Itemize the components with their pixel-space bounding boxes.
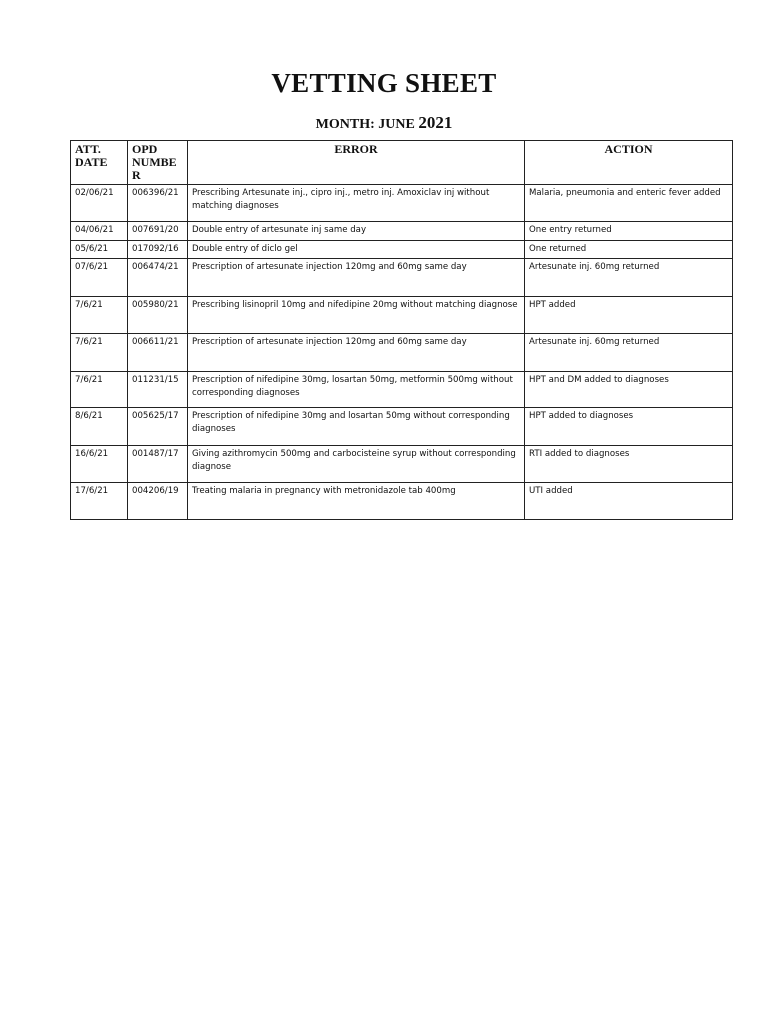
cell-date: 07/6/21	[71, 259, 128, 297]
header-att-date-line1: ATT.	[75, 142, 101, 156]
cell-action: Artesunate inj. 60mg returned	[525, 334, 733, 372]
cell-error: Prescription of nifedipine 30mg, losartan 50mg, metformin 500mg without corresponding diagnoses	[188, 372, 525, 408]
header-opd-number	[128, 141, 188, 185]
cell-date: 05/6/21	[71, 241, 128, 259]
header-opd-line1: OPD	[132, 142, 158, 156]
month-label: MONTH: JUNE	[315, 117, 415, 132]
cell-opd: 006474/21	[128, 259, 188, 297]
cell-opd: 011231/15	[128, 372, 188, 408]
header-row	[71, 141, 733, 185]
cell-error: Double entry of diclo gel	[188, 241, 525, 259]
cell-action: UTI added	[525, 483, 733, 520]
cell-action: HPT added	[525, 297, 733, 334]
page-title: VETTING SHEET	[271, 68, 497, 98]
cell-date: 7/6/21	[71, 334, 128, 372]
cell-error: Giving azithromycin 500mg and carbocisteine syrup without corresponding diagnose	[188, 446, 525, 483]
header-att-date-line2: DATE	[75, 155, 108, 169]
cell-date: 02/06/21	[71, 185, 128, 222]
header-att-date	[71, 141, 128, 185]
table-row	[71, 241, 733, 259]
cell-date: 7/6/21	[71, 297, 128, 334]
month-year: 2021	[418, 113, 453, 132]
header-action: ACTION	[525, 141, 733, 185]
vetting-table	[70, 140, 733, 520]
cell-date: 17/6/21	[71, 483, 128, 520]
cell-action: Malaria, pneumonia and enteric fever added	[525, 185, 733, 222]
cell-date: 16/6/21	[71, 446, 128, 483]
table-row	[71, 372, 733, 408]
cell-opd: 007691/20	[128, 222, 188, 241]
cell-error: Prescription of nifedipine 30mg and losartan 50mg without corresponding diagnoses	[188, 408, 525, 446]
header-error: ERROR	[188, 141, 525, 185]
cell-opd: 017092/16	[128, 241, 188, 259]
table-row	[71, 222, 733, 241]
cell-error: Prescription of artesunate injection 120mg and 60mg same day	[188, 334, 525, 372]
table-row	[71, 259, 733, 297]
cell-error: Prescription of artesunate injection 120mg and 60mg same day	[188, 259, 525, 297]
cell-opd: 006611/21	[128, 334, 188, 372]
cell-action: One entry returned	[525, 222, 733, 241]
table-row	[71, 297, 733, 334]
cell-opd: 006396/21	[128, 185, 188, 222]
cell-action: Artesunate inj. 60mg returned	[525, 259, 733, 297]
cell-date: 7/6/21	[71, 372, 128, 408]
header-opd-line3: R	[132, 168, 141, 182]
cell-opd: 001487/17	[128, 446, 188, 483]
table-row	[71, 446, 733, 483]
table-row	[71, 408, 733, 446]
table-row	[71, 483, 733, 520]
cell-action: HPT added to diagnoses	[525, 408, 733, 446]
cell-opd: 005625/17	[128, 408, 188, 446]
cell-error: Prescribing lisinopril 10mg and nifedipine 20mg without matching diagnose	[188, 297, 525, 334]
cell-opd: 004206/19	[128, 483, 188, 520]
cell-date: 8/6/21	[71, 408, 128, 446]
cell-date: 04/06/21	[71, 222, 128, 241]
cell-error: Prescribing Artesunate inj., cipro inj., metro inj. Amoxiclav inj without matching diagnoses	[188, 185, 525, 222]
cell-error: Treating malaria in pregnancy with metronidazole tab 400mg	[188, 483, 525, 520]
cell-opd: 005980/21	[128, 297, 188, 334]
cell-error: Double entry of artesunate inj same day	[188, 222, 525, 241]
cell-action: HPT and DM added to diagnoses	[525, 372, 733, 408]
table-row	[71, 185, 733, 222]
cell-action: RTI added to diagnoses	[525, 446, 733, 483]
header-opd-line2: NUMBE	[132, 155, 177, 169]
month-line	[0, 113, 768, 133]
table-row	[71, 334, 733, 372]
cell-action: One returned	[525, 241, 733, 259]
